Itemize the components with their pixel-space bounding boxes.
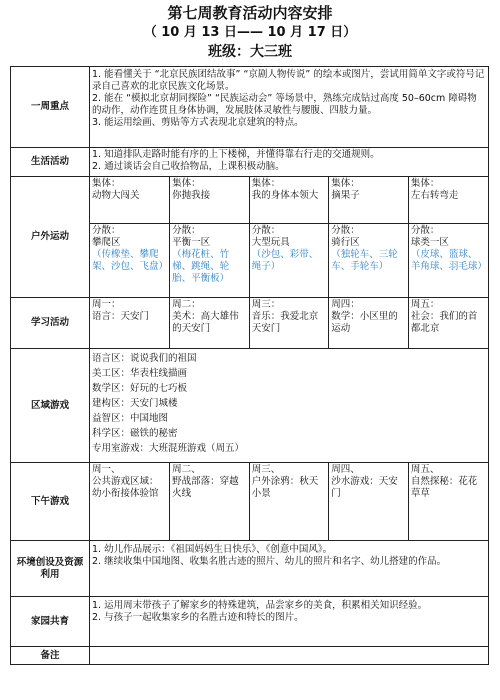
focus-line: 2. 能在 “模拟北京胡同探险” “民族运动会” 等场景中，熟练完成钻过高度 50–60cm 障碍物的动作，动作连贯且身体协调，发展肢体灵敏性与腰腹、四肢力量。 [92,93,477,116]
outdoor-game-name: 摘果子 [331,190,360,201]
area-line: 美工区：华表柱线描画 [92,368,188,379]
afternoon-day-cell: 周一、 公共游戏区域：幼小衔接体验馆 [90,463,170,540]
area-content [90,349,489,463]
life-line: 2. 通过谈话会自己收拾物品，上课积极动脑。 [92,161,285,172]
outdoor-zone-cell: 分散： 攀爬区 （传橡垫、攀爬架、沙包、飞盘） [90,223,170,297]
outdoor-zone-area: 攀爬区 [92,236,121,248]
outdoor-zone-area: 大型玩具 [251,236,290,248]
life-line: 1. 知道排队走路时能有序的上下楼梯，并懂得靠右行走的交通规则。 [92,149,380,160]
study-grid [90,298,488,348]
study-day-cell: 周三： 音乐：我爱北京天安门 [249,298,329,348]
outdoor-grid [90,177,488,297]
afternoon-day-cell: 周二、 野战部落：穿越火线 [170,463,250,540]
row-label-area: 区域游戏 [11,349,90,463]
focus-content [90,67,489,148]
outdoor-game-name: 左右转弯走 [410,190,459,201]
focus-line: 3. 能运用绘画、剪贴等方式表现北京建筑的特点。 [92,117,304,128]
outdoor-game-cell: 集体： 我的身体本领大 [249,177,329,223]
table-row [11,597,489,647]
class-name: 班级：大三班 [208,44,292,60]
outdoor-zone-items: （独轮车、三轮车、手轮车） [331,248,398,272]
row-label-life: 生活活动 [11,148,90,177]
outdoor-zone-items: （传橡垫、攀爬架、沙包、飞盘） [92,248,169,272]
notes-content [90,647,489,665]
outdoor-game-name: 动物大闯关 [92,190,140,201]
outdoor-game-cell: 集体： 你抛我接 [170,177,250,223]
table-row [11,67,489,148]
outdoor-content [90,177,489,298]
outdoor-game-cell: 集体： 摘果子 [329,177,409,223]
area-line: 专用室游戏：大班混班游戏（周五） [92,443,245,454]
table-row [11,148,489,177]
table-row [11,298,489,349]
area-line: 科学区：磁铁的秘密 [92,428,178,439]
env-line: 2. 继续收集中国地图、收集名胜古迹的照片、幼儿的照片和名字、幼儿搭建的作品。 [92,556,447,567]
table-row [11,463,489,541]
env-line: 1. 幼儿作品展示：《祖国妈妈生日快乐》、《创意中国风》。 [92,544,333,555]
outdoor-zone-area: 球类一区 [410,236,449,248]
home-content [90,597,489,647]
area-line: 建构区：天安门城楼 [92,398,178,409]
study-day-cell: 周四： 数学：小区里的运动 [329,298,409,348]
table-row [11,177,489,298]
row-label-home: 家园共育 [11,597,90,647]
page-title: 第七周教育活动内容安排 [167,4,333,22]
outdoor-game-cell: 集体： 左右转弯走 [408,177,488,223]
outdoor-zone-area: 平衡一区 [172,236,211,248]
date-range: （ 10 月 13 日—— 10 月 17 日） [143,25,357,40]
area-line: 益智区：中国地图 [92,413,169,424]
table-row [11,541,489,597]
focus-line: 1. 能看懂关于 “北京民族团结故事” “京剧人物传说” 的绘本或图片，尝试用简单文字或符号记录自己喜欢的北京民族文化场景。 [92,69,485,92]
outdoor-zone-cell: 分散： 大型玩具 （沙包、彩带、绳子） [249,223,329,297]
row-label-notes: 备注 [11,647,90,665]
row-label-outdoor: 户外运动 [11,177,90,298]
home-line: 1. 运用周末带孩子了解家乡的特殊建筑，品尝家乡的美食，积累相关知识经验。 [92,600,428,611]
afternoon-day-cell: 周五、 自然探秘：花花草草 [408,463,488,540]
area-line: 语言区：说说我们的祖国 [92,353,197,364]
study-day-cell: 周一： 语言：天安门 [90,298,170,348]
outdoor-game-cell: 集体： 动物大闯关 [90,177,170,223]
outdoor-zone-cell: 分散： 骑行区 （独轮车、三轮车、手轮车） [329,223,409,297]
life-content [90,148,489,177]
row-label-env: 环境创设及资源利用 [11,541,90,597]
schedule-table [10,66,489,665]
study-day-cell: 周五： 社会：我们的首都北京 [408,298,488,348]
afternoon-day-cell: 周三、 户外涂鸦：秋天小景 [249,463,329,540]
row-label-afternoon: 下午游戏 [11,463,90,541]
outdoor-game-name: 你抛我接 [172,190,211,201]
study-content [90,298,489,349]
table-row [11,647,489,665]
outdoor-zone-cell: 分散： 球类一区 （皮球、篮球、羊角球、羽毛球） [408,223,488,297]
outdoor-zone-items: （梅花桩、竹梯、跳绳、轮胎、平衡板） [172,248,230,284]
home-line: 2. 与孩子一起收集家乡的名胜古迹和特长的图片。 [92,612,304,623]
outdoor-zone-area: 骑行区 [331,236,360,248]
outdoor-zone-items: （沙包、彩带、绳子） [251,248,319,272]
outdoor-zone-cell: 分散： 平衡一区 （梅花桩、竹梯、跳绳、轮胎、平衡板） [170,223,250,297]
afternoon-day-cell: 周四、 沙水游戏：天安门 [329,463,409,540]
afternoon-content [90,463,489,541]
outdoor-game-name: 我的身体本领大 [251,190,319,201]
area-line: 数学区：好玩的七巧板 [92,383,188,394]
outdoor-zone-items: （皮球、篮球、羊角球、羽毛球） [410,248,487,272]
table-row [11,349,489,463]
afternoon-grid [90,463,488,540]
env-content [90,541,489,597]
row-label-focus: 一周重点 [11,67,90,148]
study-day-cell: 周二： 美术：高大雄伟的天安门 [170,298,250,348]
row-label-study: 学习活动 [11,298,90,349]
